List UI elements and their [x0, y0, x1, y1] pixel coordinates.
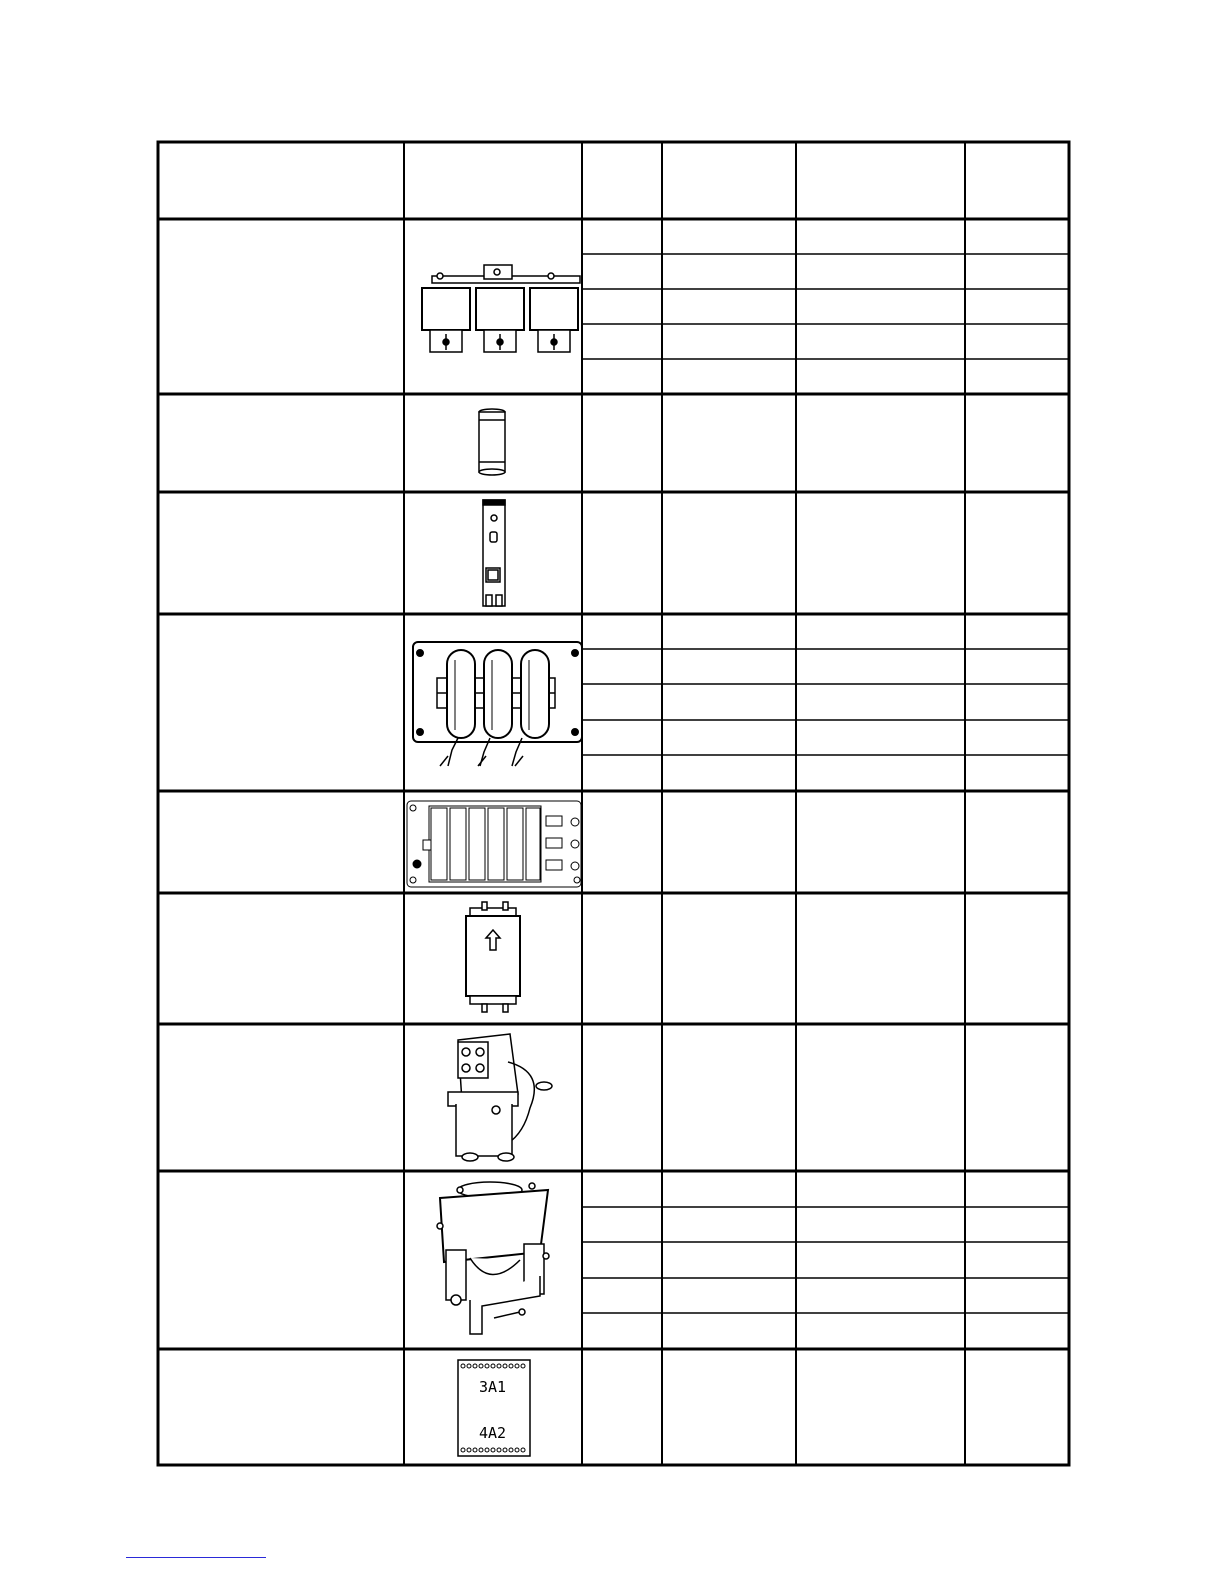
emc-filter-icon: [466, 902, 520, 1012]
table-border: [158, 142, 1069, 1465]
footer-rule: [126, 1557, 266, 1558]
mounted-transformer-icon: [437, 1182, 549, 1334]
filter-pcb-board-icon: [407, 801, 581, 887]
three-pole-reactor-icon: [422, 265, 580, 352]
chip-bottom-label: 4A2: [479, 1424, 507, 1442]
chip-top-label: 3A1: [479, 1378, 507, 1396]
three-coil-reactor-panel-icon: [413, 642, 582, 766]
cylindrical-fuse-icon: [479, 409, 505, 475]
din-rail-module-icon: [483, 500, 505, 606]
control-transformer-icon: [448, 1034, 552, 1161]
row-lines: [158, 219, 1069, 1349]
sub-row-lines: [582, 254, 1069, 1313]
